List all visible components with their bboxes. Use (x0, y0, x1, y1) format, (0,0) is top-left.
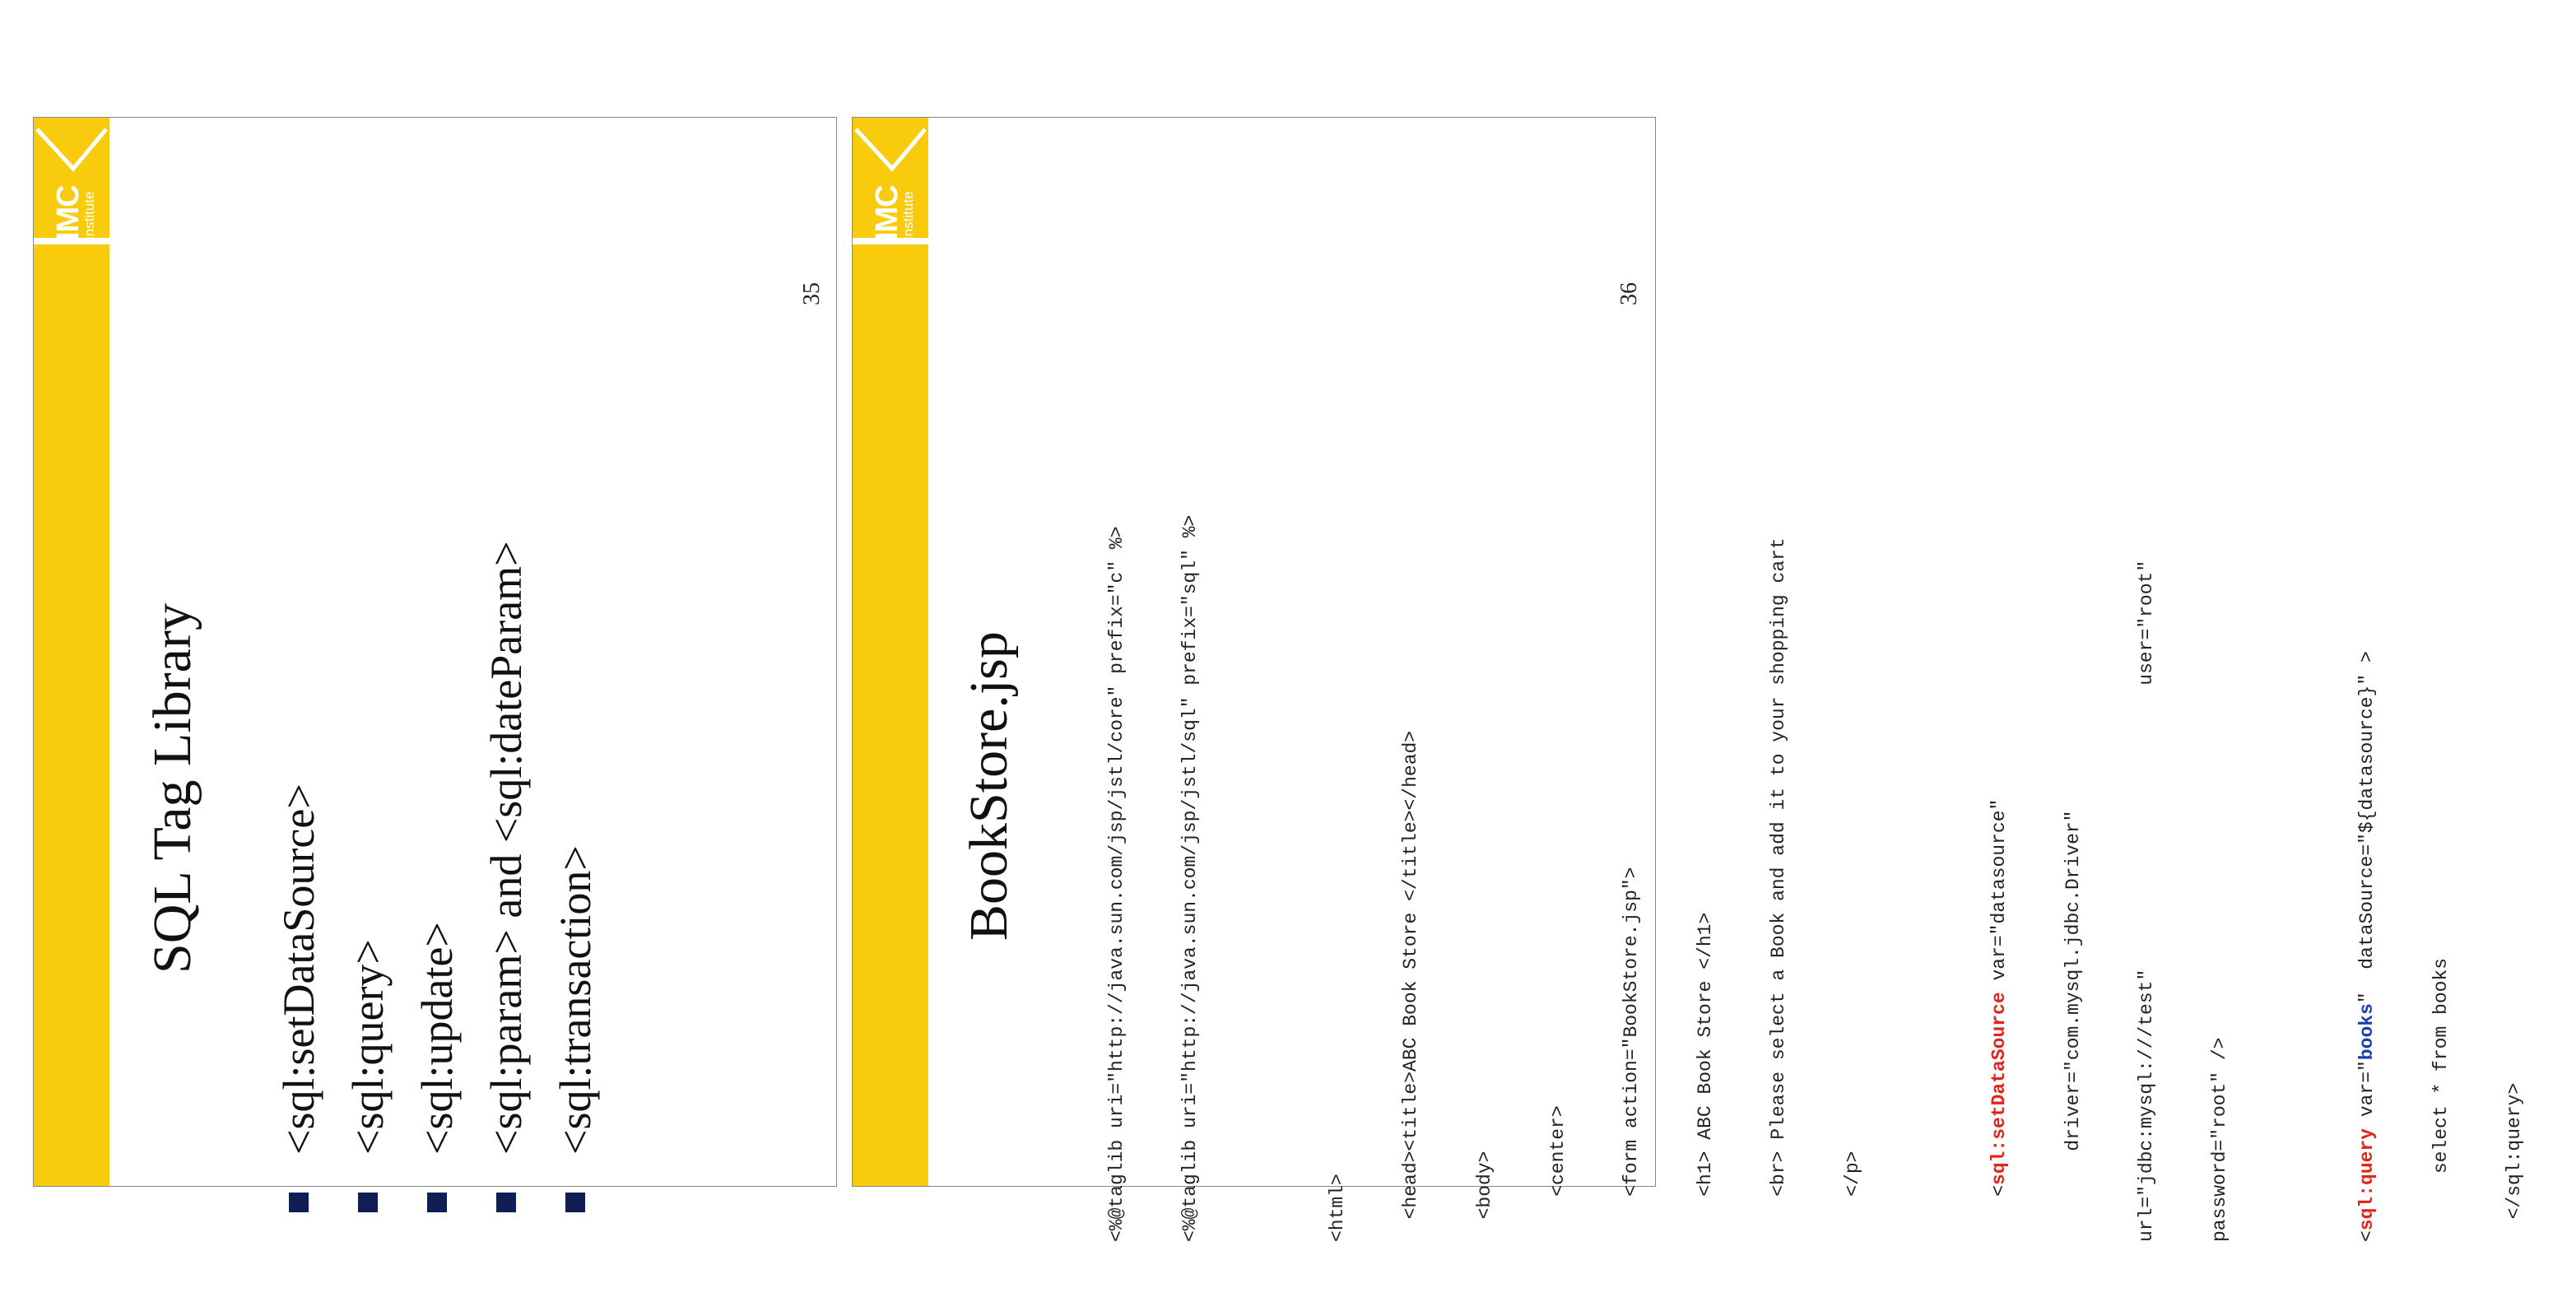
code-line: <body> (1473, 1151, 1495, 1242)
bullet-square-icon (496, 1193, 516, 1212)
logo-main-text: IMC (870, 185, 904, 240)
page-number: 35 (799, 282, 825, 305)
bullet-list (264, 541, 610, 1212)
code-line: <br> Please select a Book and add it to your shopping cart (1768, 537, 1790, 1242)
bullet-square-icon (358, 1193, 378, 1212)
code-line: driver="com.mysql.jdbc.Driver" (2062, 810, 2084, 1242)
bullet-item: <sql:setDataSource> (264, 541, 333, 1212)
code-keyword: sql:query (2356, 1128, 2378, 1231)
code-line: <form action="BookStore.jsp"> (1620, 867, 1643, 1242)
code-line: </sql:query> (2504, 1082, 2526, 1242)
bullet-item: <sql:transaction> (541, 541, 610, 1212)
logo-sub-text: Institute (900, 191, 916, 240)
accent-sidebar (34, 118, 109, 1186)
logo-sub-text: Institute (81, 191, 97, 240)
code-listing (1056, 515, 2576, 1242)
slide-35 (33, 117, 837, 1187)
bullet-square-icon (289, 1193, 309, 1212)
logo-main-text: IMC (51, 185, 86, 240)
imc-institute-logo (34, 126, 109, 240)
code-line: <%@taglib uri="http://java.sun.com/jsp/jstl/sql" prefix="sql" %> (1179, 514, 1201, 1242)
code-line: <%@taglib uri="http://java.sun.com/jsp/jstl/core" prefix="c" %> (1105, 526, 1128, 1242)
code-line: password="root" /> (2209, 1037, 2231, 1242)
imc-institute-logo (853, 126, 928, 240)
page-number: 36 (1616, 282, 1642, 305)
code-line: </p> (1841, 1151, 1863, 1242)
bullet-square-icon (427, 1193, 447, 1212)
slide-36 (852, 117, 2526, 1242)
code-keyword: sql:setDataSource (1988, 992, 2011, 1185)
slide-title: SQL Tag Library (142, 603, 202, 974)
code-line: url="jdbc:mysql:///test" user="root" (2136, 560, 2158, 1242)
code-line: <html> (1326, 1174, 1348, 1242)
code-line: <sql:query var="books" dataSource="${datasource}" > (2356, 651, 2378, 1242)
accent-sidebar (853, 118, 928, 1186)
code-line: select * from books (2430, 957, 2452, 1242)
bullet-item: <sql:param> and <sql:dateParam> (472, 541, 541, 1212)
bullet-item: <sql:query> (333, 541, 402, 1212)
code-line: <sql:setDataSource var="datasource" (1988, 798, 2011, 1242)
code-keyword: books (2356, 1003, 2378, 1061)
code-line: <h1> ABC Book Store </h1> (1694, 912, 1716, 1242)
slide-title: BookStore.jsp (959, 631, 1019, 941)
code-line: <center> (1546, 1105, 1569, 1242)
code-line: <head><title>ABC Book Store </title></head> (1400, 730, 1422, 1242)
bullet-square-icon (565, 1193, 585, 1212)
bullet-item: <sql:update> (402, 541, 472, 1212)
